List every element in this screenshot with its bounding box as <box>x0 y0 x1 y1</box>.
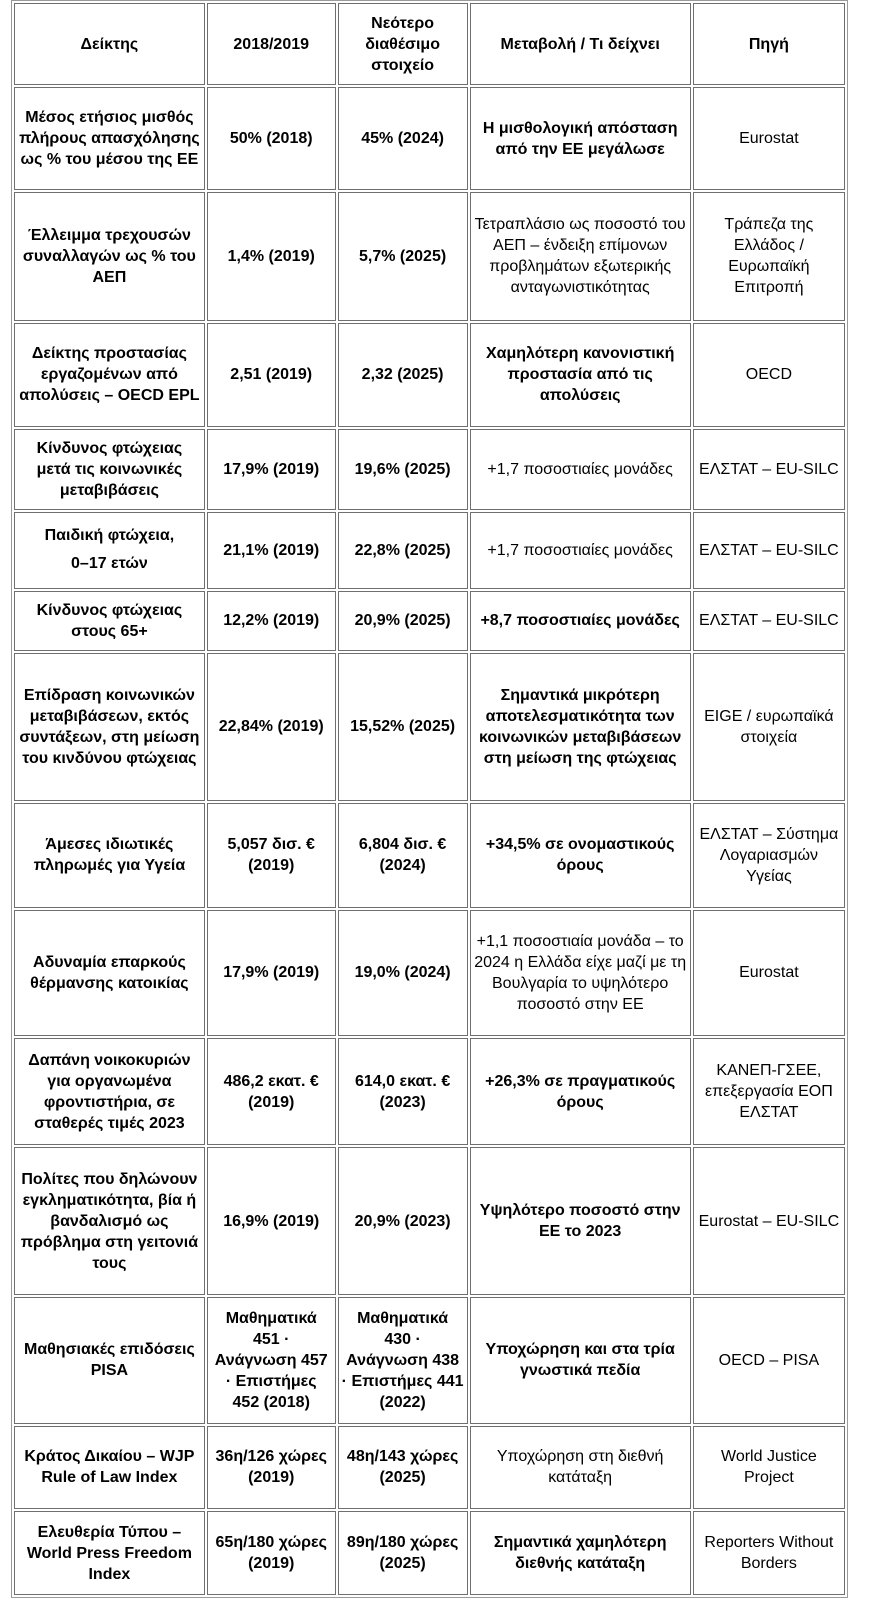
table-row <box>14 429 845 511</box>
indicator-cell: Κίνδυνος φτώχειας στους 65+ <box>14 591 205 651</box>
indicators-table <box>11 0 848 1598</box>
header-change: Μεταβολή / Τι δείχνει <box>470 3 691 85</box>
header-latest: Νεότερο διαθέσιμο στοιχείο <box>338 3 468 85</box>
baseline-cell: 65η/180 χώρες (2019) <box>207 1511 336 1595</box>
indicator-cell: Επίδραση κοινωνικών μεταβιβάσεων, εκτός συντάξεων, στη μείωση του κινδύνου φτώχειας <box>14 653 205 801</box>
source-cell: ΕΛΣΤΑΤ – Σύστημα Λογαριασμών Υγείας <box>693 803 845 908</box>
baseline-cell: 2,51 (2019) <box>207 323 336 427</box>
latest-cell: 48η/143 χώρες (2025) <box>338 1426 468 1510</box>
indicator-cell: Δαπάνη νοικοκυριών για οργανωμένα φροντιστήρια, σε σταθερές τιμές 2023 <box>14 1038 205 1145</box>
header-baseline: 2018/2019 <box>207 3 336 85</box>
change-cell: +1,7 ποσοστιαίες μονάδες <box>470 512 691 588</box>
source-cell: Τράπεζα της Ελλάδος / Ευρωπαϊκή Επιτροπή <box>693 192 845 321</box>
latest-cell: 20,9% (2023) <box>338 1147 468 1295</box>
indicator-cell: Μαθησιακές επιδόσεις PISA <box>14 1297 205 1423</box>
indicator-cell: Δείκτης προστασίας εργαζομένων από απολύσεις – OECD EPL <box>14 323 205 427</box>
source-cell: ΕΛΣΤΑΤ – EU-SILC <box>693 512 845 588</box>
latest-cell: 5,7% (2025) <box>338 192 468 321</box>
header-indicator: Δείκτης <box>14 3 205 85</box>
latest-cell: 19,0% (2024) <box>338 910 468 1036</box>
table-row <box>14 591 845 651</box>
change-cell: +1,7 ποσοστιαίες μονάδες <box>470 429 691 511</box>
header-row <box>14 3 845 85</box>
change-cell: Σημαντικά χαμηλότερη διεθνής κατάταξη <box>470 1511 691 1595</box>
baseline-cell: 36η/126 χώρες (2019) <box>207 1426 336 1510</box>
change-cell: +26,3% σε πραγματικούς όρους <box>470 1038 691 1145</box>
source-cell: OECD <box>693 323 845 427</box>
source-cell: ΕΛΣΤΑΤ – EU-SILC <box>693 591 845 651</box>
source-cell: Reporters Without Borders <box>693 1511 845 1595</box>
baseline-cell: Μαθηματικά 451 · Ανάγνωση 457 · Επιστήμες 452 (2018) <box>207 1297 336 1423</box>
indicator-cell: Άμεσες ιδιωτικές πληρωμές για Υγεία <box>14 803 205 908</box>
source-cell: OECD – PISA <box>693 1297 845 1423</box>
table-row <box>14 803 845 908</box>
indicator-cell: Έλλειμμα τρεχουσών συναλλαγών ως % του ΑΕΠ <box>14 192 205 321</box>
header-source: Πηγή <box>693 3 845 85</box>
source-cell: EIGE / ευρωπαϊκά στοιχεία <box>693 653 845 801</box>
indicator-cell: Ελευθερία Τύπου – World Press Freedom Index <box>14 1511 205 1595</box>
indicator-cell: Αδυναμία επαρκούς θέρμανσης κατοικίας <box>14 910 205 1036</box>
indicator-cell <box>14 512 205 588</box>
change-cell: Υποχώρηση και στα τρία γνωστικά πεδία <box>470 1297 691 1423</box>
source-cell: Eurostat <box>693 87 845 190</box>
baseline-cell: 17,9% (2019) <box>207 910 336 1036</box>
table-row <box>14 1426 845 1510</box>
latest-cell: 15,52% (2025) <box>338 653 468 801</box>
indicator-cell: Κράτος Δικαίου – WJP Rule of Law Index <box>14 1426 205 1510</box>
change-cell: Υποχώρηση στη διεθνή κατάταξη <box>470 1426 691 1510</box>
latest-cell: 45% (2024) <box>338 87 468 190</box>
change-cell: Η μισθολογική απόσταση από την ΕΕ μεγάλωσε <box>470 87 691 190</box>
latest-cell: 19,6% (2025) <box>338 429 468 511</box>
baseline-cell: 17,9% (2019) <box>207 429 336 511</box>
baseline-cell: 486,2 εκατ. € (2019) <box>207 1038 336 1145</box>
table-row <box>14 910 845 1036</box>
change-cell: Χαμηλότερη κανονιστική προστασία από τις απολύσεις <box>470 323 691 427</box>
table-row <box>14 192 845 321</box>
source-cell: Eurostat – EU-SILC <box>693 1147 845 1295</box>
table-row <box>14 1147 845 1295</box>
table-row <box>14 1038 845 1145</box>
change-cell: Τετραπλάσιο ως ποσοστό του ΑΕΠ – ένδειξη επίμονων προβλημάτων εξωτερικής ανταγωνιστικότητας <box>470 192 691 321</box>
baseline-cell: 21,1% (2019) <box>207 512 336 588</box>
indicator-cell: Μέσος ετήσιος μισθός πλήρους απασχόλησης ως % του μέσου της ΕΕ <box>14 87 205 190</box>
baseline-cell: 1,4% (2019) <box>207 192 336 321</box>
baseline-cell: 16,9% (2019) <box>207 1147 336 1295</box>
baseline-cell: 50% (2018) <box>207 87 336 190</box>
latest-cell: 22,8% (2025) <box>338 512 468 588</box>
latest-cell: 6,804 δισ. € (2024) <box>338 803 468 908</box>
table-row <box>14 653 845 801</box>
source-cell: Eurostat <box>693 910 845 1036</box>
indicator-cell: Κίνδυνος φτώχειας μετά τις κοινωνικές μεταβιβάσεις <box>14 429 205 511</box>
change-cell: Υψηλότερο ποσοστό στην ΕΕ το 2023 <box>470 1147 691 1295</box>
baseline-cell: 5,057 δισ. € (2019) <box>207 803 336 908</box>
latest-cell: 20,9% (2025) <box>338 591 468 651</box>
latest-cell: Μαθηματικά 430 · Ανάγνωση 438 · Επιστήμες 441 (2022) <box>338 1297 468 1423</box>
table-row <box>14 512 845 588</box>
latest-cell: 614,0 εκατ. € (2023) <box>338 1038 468 1145</box>
baseline-cell: 12,2% (2019) <box>207 591 336 651</box>
latest-cell: 2,32 (2025) <box>338 323 468 427</box>
change-cell: +8,7 ποσοστιαίες μονάδες <box>470 591 691 651</box>
source-cell: ΕΛΣΤΑΤ – EU-SILC <box>693 429 845 511</box>
latest-cell: 89η/180 χώρες (2025) <box>338 1511 468 1595</box>
table-row <box>14 1297 845 1423</box>
indicator-cell: Πολίτες που δηλώνουν εγκληματικότητα, βία ή βανδαλισμό ως πρόβλημα στη γειτονιά τους <box>14 1147 205 1295</box>
source-cell: World Justice Project <box>693 1426 845 1510</box>
table-row <box>14 323 845 427</box>
change-cell: +1,1 ποσοστιαία μονάδα – το 2024 η Ελλάδα είχε μαζί με τη Βουλγαρία το υψηλότερο ποσοστό στην ΕΕ <box>470 910 691 1036</box>
source-cell: ΚΑΝΕΠ-ΓΣΕΕ, επεξεργασία ΕΟΠ ΕΛΣΤΑΤ <box>693 1038 845 1145</box>
baseline-cell: 22,84% (2019) <box>207 653 336 801</box>
table-row <box>14 1511 845 1595</box>
table-row <box>14 87 845 190</box>
indicator-line: 0–17 ετών <box>71 555 148 573</box>
indicator-line: Παιδική φτώχεια, <box>44 527 175 545</box>
change-cell: Σημαντικά μικρότερη αποτελεσματικότητα των κοινωνικών μεταβιβάσεων στη μείωση της φτώχειας <box>470 653 691 801</box>
change-cell: +34,5% σε ονομαστικούς όρους <box>470 803 691 908</box>
